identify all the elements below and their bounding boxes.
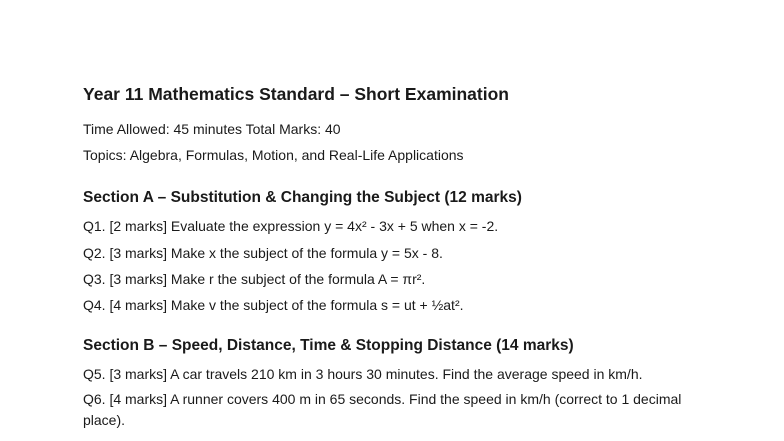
topics-line: Topics: Algebra, Formulas, Motion, and Real-Life Applications bbox=[83, 147, 464, 163]
question-q6: Q6. [4 marks] A runner covers 400 m in 65 seconds. Find the speed in km/h (correct to 1 decimal place). bbox=[83, 391, 682, 428]
section-b-heading: Section B – Speed, Distance, Time & Stopping Distance (14 marks) bbox=[83, 337, 574, 354]
question-q5: Q5. [3 marks] A car travels 210 km in 3 hours 30 minutes. Find the average speed in km/h. bbox=[83, 366, 643, 382]
question-q1: Q1. [2 marks] Evaluate the expression y = 4x² - 3x + 5 when x = -2. bbox=[83, 218, 499, 234]
question-q3: Q3. [3 marks] Make r the subject of the formula A = πr². bbox=[83, 271, 426, 287]
question-q2: Q2. [3 marks] Make x the subject of the formula y = 5x - 8. bbox=[83, 245, 443, 261]
time-and-marks: Time Allowed: 45 minutes Total Marks: 40 bbox=[83, 121, 341, 137]
exam-title: Year 11 Mathematics Standard – Short Examination bbox=[83, 84, 509, 104]
question-q4: Q4. [4 marks] Make v the subject of the formula s = ut + ½at². bbox=[83, 297, 464, 313]
section-a-heading: Section A – Substitution & Changing the Subject (12 marks) bbox=[83, 189, 522, 206]
